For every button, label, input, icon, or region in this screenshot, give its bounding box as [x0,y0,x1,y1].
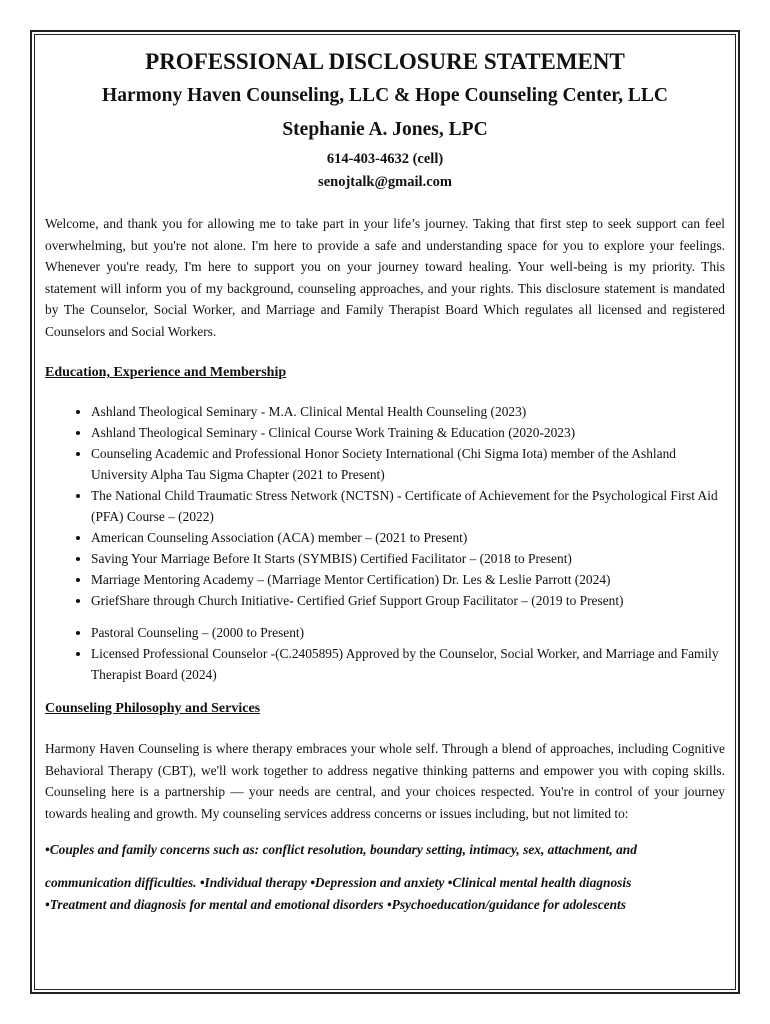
services-line-3: •Treatment and diagnosis for mental and emotional disorders •Psychoeducation/guidance for adolescents [45,897,626,912]
counselor-name: Stephanie A. Jones, LPC [282,119,488,140]
education-list [45,401,725,611]
list-item: • Counseling Academic and Professional Honor Society International (Chi Sigma Iota) member of the Ashland University Alpha Tau Sigma Chapter (2021 to Present) [91,443,725,485]
list-item: • Saving Your Marriage Before It Starts (SYMBIS) Certified Facilitator – (2018 to Present) [91,548,725,569]
list-item: • Ashland Theological Seminary - M.A. Clinical Mental Health Counseling (2023) [91,401,725,422]
document-title: PROFESSIONAL DISCLOSURE STATEMENT [145,49,625,74]
list-item: • American Counseling Association (ACA) member – (2021 to Present) [91,527,725,548]
list-item: • Marriage Mentoring Academy – (Marriage Mentor Certification) Dr. Les & Leslie Parrott (2024) [91,569,725,590]
experience-list [45,622,725,685]
services-line-1: •Couples and family concerns such as: conflict resolution, boundary setting, intimacy, sex, attachment, and [45,842,637,857]
list-item: • GriefShare through Church Initiative- Certified Grief Support Group Facilitator – (2019 to Present) [91,590,725,611]
email-address: senojtalk@gmail.com [318,174,452,190]
document-page [45,44,725,916]
organization-name: Harmony Haven Counseling, LLC & Hope Counseling Center, LLC [102,85,668,106]
phone-number: 614-403-4632 (cell) [326,151,444,167]
education-heading: Education, Experience and Membership [45,365,287,380]
philosophy-heading: Counseling Philosophy and Services [45,701,261,716]
list-item: • The National Child Traumatic Stress Network (NCTSN) - Certificate of Achievement for the Psychological First Aid (PFA) Course – (2022) [91,485,725,527]
list-item: • Licensed Professional Counselor -(C.2405895) Approved by the Counselor, Social Worker, and Marriage and Family Therapist Board (2024) [91,643,725,685]
philosophy-paragraph: Harmony Haven Counseling is where therapy embraces your whole self. Through a blend of approaches, including Cognitive Behavioral Therapy (CBT), we'll work together to address negative thinking patterns and empower you with coping skills. Counseling here is a partnership — your needs are central, and your choices respected. You're in control of your journey towards healing and growth. My counseling services address concerns or issues including, but not limited to: [45,741,725,821]
intro-paragraph: Welcome, and thank you for allowing me to take part in your life’s journey. Taking that first step to seek support can feel overwhelming, but you're not alone. I'm here to provide a safe and understanding space for you to explore your feelings. Whenever you're ready, I'm here to support you on your journey toward healing. Your well-being is my priority. This statement will inform you of my background, counseling approaches, and your rights. This disclosure statement is mandated by The Counselor, Social Worker, and Marriage and Family Therapist Board Which regulates all licensed and registered Counselors and Social Workers. [45,216,725,339]
list-item: • Ashland Theological Seminary - Clinical Course Work Training & Education (2020-2023) [91,422,725,443]
list-item: • Pastoral Counseling – (2000 to Present) [91,622,725,643]
services-line-2: communication difficulties. •Individual therapy •Depression and anxiety •Clinical mental health diagnosis [45,875,632,890]
